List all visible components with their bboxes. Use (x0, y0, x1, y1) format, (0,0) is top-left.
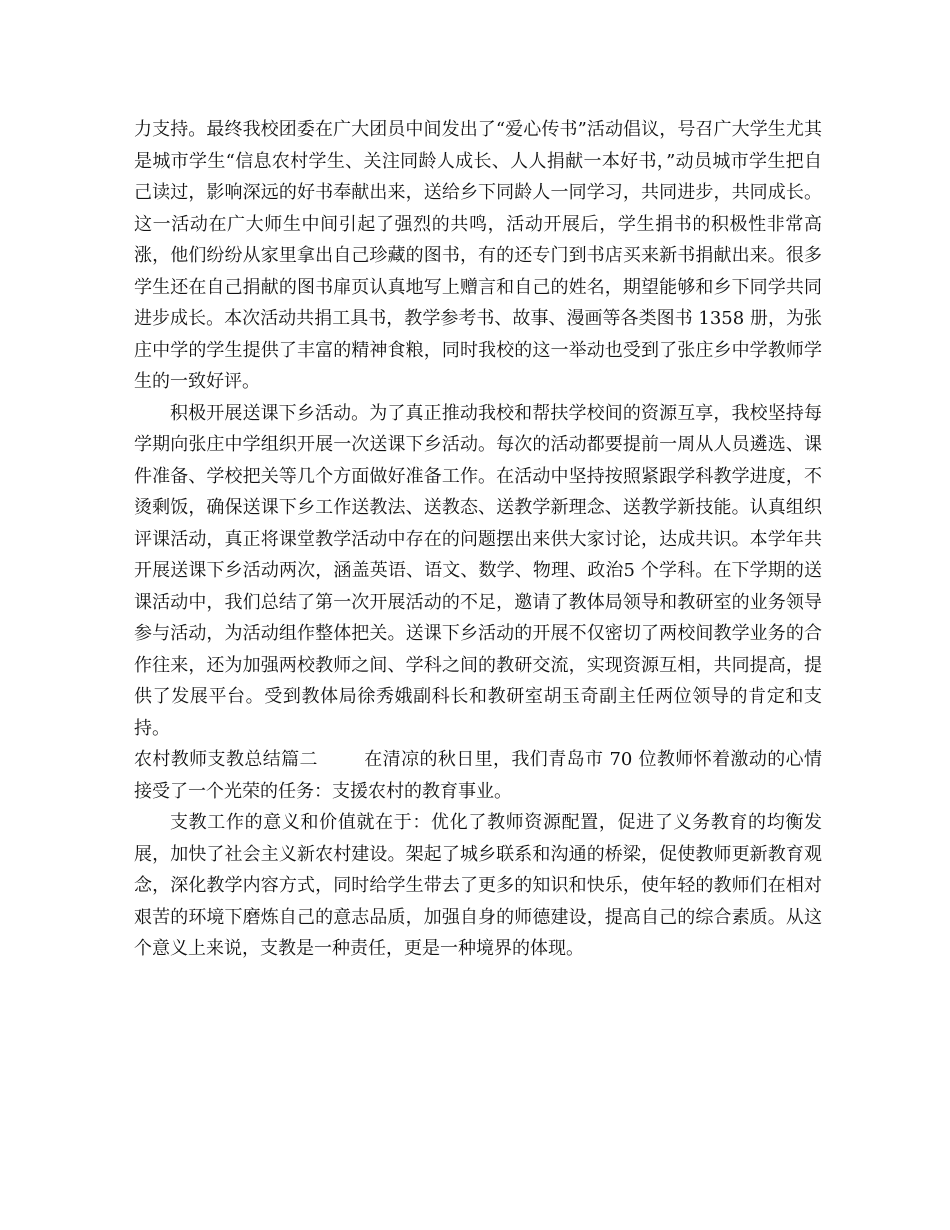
paragraph-significance: 支教工作的意义和价值就在于：优化了教师资源配置，促进了义务教育的均衡发展，加快了社会主义新农村建设。架起了城乡联系和沟通的桥梁，促使教师更新教育观念，深化教学内容方式，同时给学生带去了更多的知识和快乐，使年轻的教师们在相对艰苦的环境下磨炼自己的意志品质，加强自身的师德建设，提高自己的综合素质。从这个意义上来说，支教是一种责任，更是一种境界的体现。 (134, 812, 822, 959)
section-intro-text: 在清凉的秋日里，我们青岛市 70 位教师怀着激动的心情接受了一个光荣的任务：支援农村的教育事业。 (134, 749, 822, 802)
paragraph-teaching-outreach: 积极开展送课下乡活动。为了真正推动我校和帮扶学校间的资源互享，我校坚持每学期向张庄中学组织开展一次送课下乡活动。每次的活动都要提前一周从人员遴选、课件准备、学校把关等几个方面做好准备工作。在活动中坚持按照紧跟学科教学进度，不烫剩饭，确保送课下乡工作送教法、送教态、送教学新理念、送教学新技能。认真组织评课活动，真正将课堂教学活动中存在的问题摆出来供大家讨论，达成共识。本学年共开展送课下乡活动两次，涵盖英语、语文、数学、物理、政治5 个学科。在下学期的送课活动中，我们总结了第一次开展活动的不足，邀请了教体局领导和教研室的业务领导参与活动，为活动组作整体把关。送课下乡活动的开展不仅密切了两校间教学业务的合作往来，还为加强两校教师之间、学科之间的教研交流，实现资源互相，共同提高，提供了发展平台。受到教体局徐秀娥副科长和教研室胡玉奇副主任两位领导的肯定和支持。 (134, 402, 822, 739)
document-body (134, 114, 822, 965)
section-heading: 农村教师支教总结篇二 (134, 749, 318, 770)
paragraph-section-two (134, 744, 822, 807)
paragraph-book-donation: 力支持。最终我校团委在广大团员中间发出了“爱心传书”活动倡议，号召广大学生尤其是城市学生“信息农村学生、关注同龄人成长、人人捐献一本好书，”动员城市学生把自己读过，影响深远的好书奉献出来，送给乡下同龄人一同学习，共同进步，共同成长。这一活动在广大师生中间引起了强烈的共鸣，活动开展后，学生捐书的积极性非常高涨，他们纷纷从家里拿出自己珍藏的图书，有的还专门到书店买来新书捐献出来。很多学生还在自己捐献的图书扉页认真地写上赠言和自己的姓名，期望能够和乡下同学共同进步成长。本次活动共捐工具书，教学参考书、故事、漫画等各类图书 1358 册，为张庄中学的学生提供了丰富的精神食粮，同时我校的这一举动也受到了张庄乡中学教师学生的一致好评。 (134, 119, 822, 392)
